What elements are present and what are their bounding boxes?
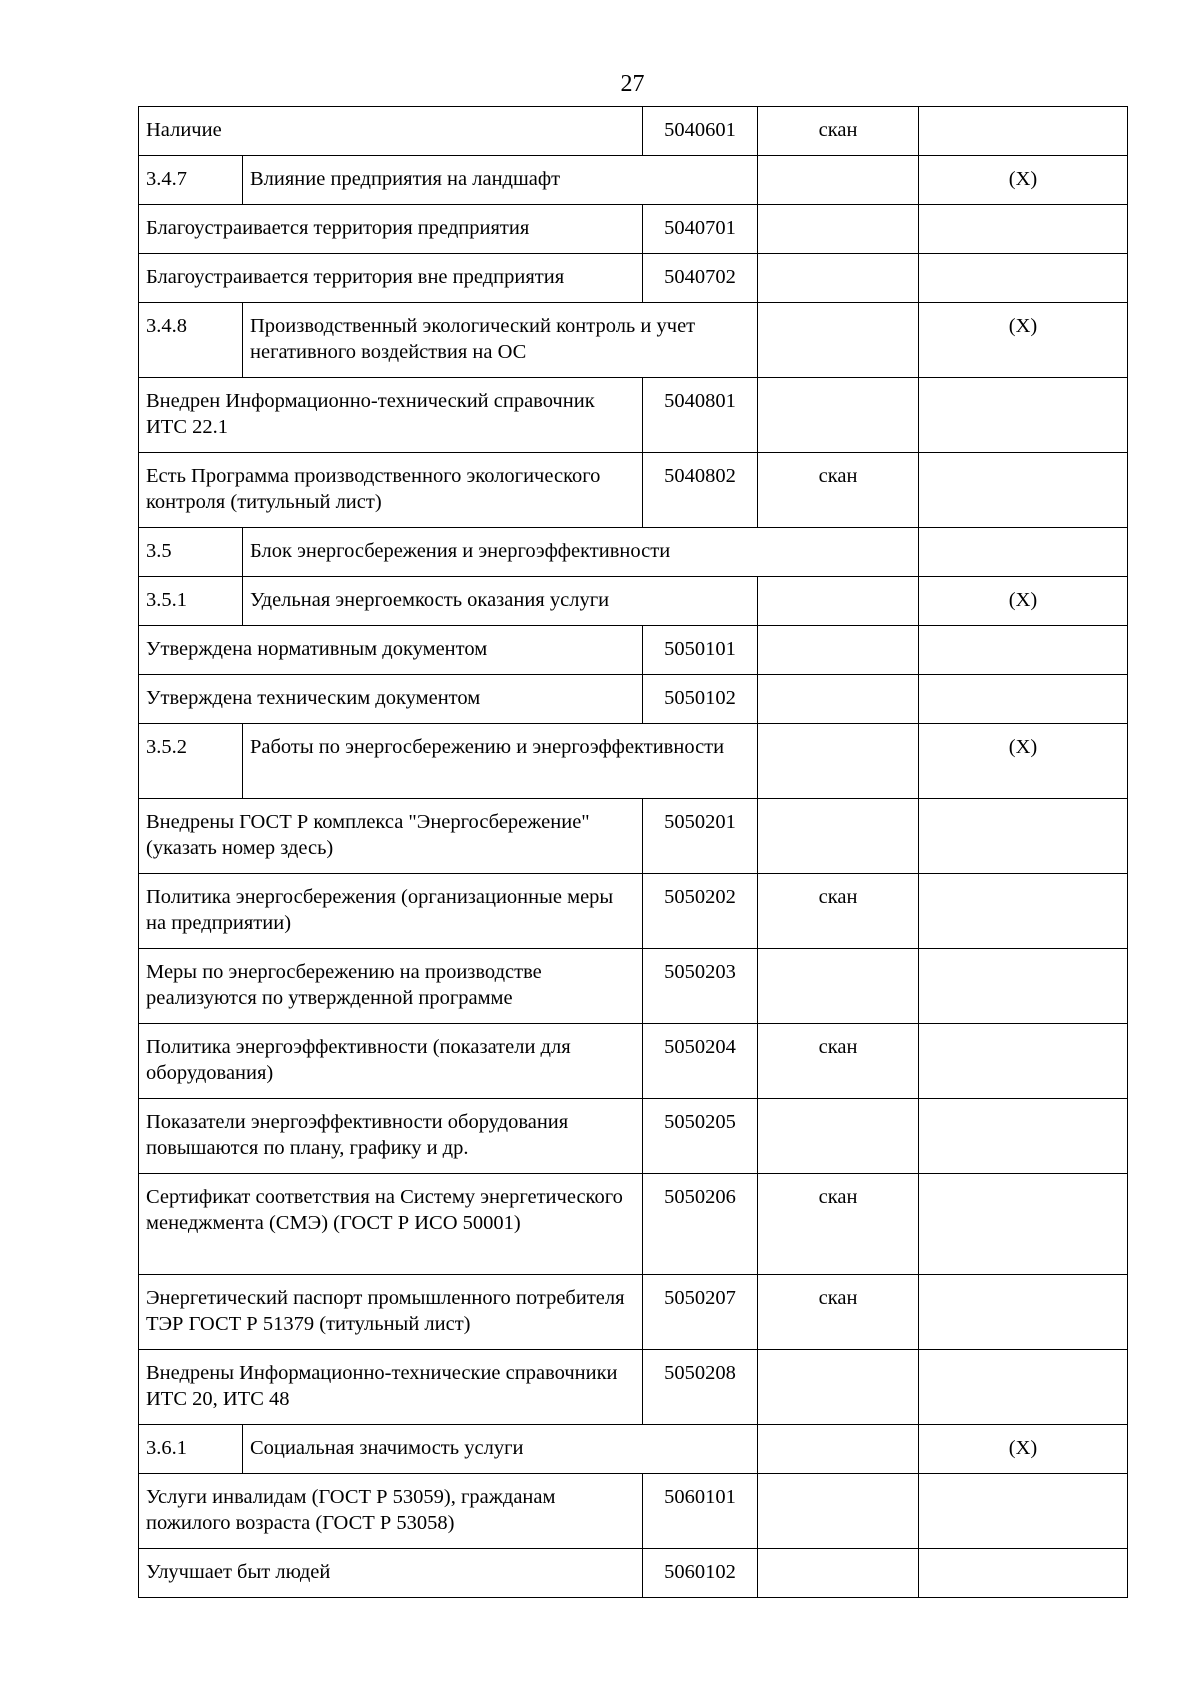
item-label: Энергетический паспорт промышленного потребителя ТЭР ГОСТ Р 51379 (титульный лист) [139,1275,643,1350]
item-code: 5060101 [643,1474,758,1549]
scan-cell[interactable] [758,626,919,675]
mark-cell[interactable] [919,378,1128,453]
table-row [139,1099,1128,1174]
table-row [139,1275,1128,1350]
scan-cell[interactable]: скан [758,874,919,949]
mark-cell[interactable] [919,453,1128,528]
scan-cell[interactable]: скан [758,453,919,528]
table-row [139,1549,1128,1598]
item-code: 5040702 [643,254,758,303]
mark-cell[interactable] [919,205,1128,254]
block-row [139,528,1128,577]
table-row [139,107,1128,156]
table-row [139,1024,1128,1099]
table-row [139,626,1128,675]
mark-cell[interactable] [919,1350,1128,1425]
scan-cell[interactable]: скан [758,1024,919,1099]
mark-cell[interactable] [919,254,1128,303]
mark-cell[interactable] [919,1174,1128,1275]
page-number: 27 [620,71,645,97]
item-code: 5040701 [643,205,758,254]
table-row [139,378,1128,453]
item-code: 5050202 [643,874,758,949]
mark-cell[interactable] [919,1099,1128,1174]
scan-cell[interactable]: скан [758,107,919,156]
mark-cell[interactable] [919,1474,1128,1549]
item-code: 5050203 [643,949,758,1024]
scan-cell [758,303,919,378]
item-label: Есть Программа производственного экологического контроля (титульный лист) [139,453,643,528]
scan-cell[interactable] [758,205,919,254]
scan-cell[interactable] [758,949,919,1024]
scan-cell[interactable] [758,378,919,453]
mark-cell[interactable] [919,1024,1128,1099]
item-code: 5050207 [643,1275,758,1350]
item-label: Внедрены ГОСТ Р комплекса "Энергосбережение" (указать номер здесь) [139,799,643,874]
section-row [139,156,1128,205]
item-label: Наличие [139,107,643,156]
section-title: Производственный экологический контроль и учет негативного воздействия на ОС [243,303,758,378]
scan-cell [758,724,919,799]
section-number: 3.4.8 [139,303,243,378]
questionnaire-table [138,106,1128,1598]
item-label: Утверждена нормативным документом [139,626,643,675]
item-label: Политика энергосбережения (организационные меры на предприятии) [139,874,643,949]
item-code: 5050101 [643,626,758,675]
item-label: Улучшает быт людей [139,1549,643,1598]
item-code: 5050205 [643,1099,758,1174]
item-label: Сертификат соответствия на Систему энергетического менеджмента (СМЭ) (ГОСТ Р ИСО 50001) [139,1174,643,1275]
scan-cell [758,1425,919,1474]
mark-cell[interactable]: (X) [919,724,1128,799]
table-row [139,1474,1128,1549]
mark-cell[interactable] [919,874,1128,949]
item-code: 5050102 [643,675,758,724]
item-label: Внедрен Информационно-технический справочник ИТС 22.1 [139,378,643,453]
item-label: Благоустраивается территория предприятия [139,205,643,254]
mark-cell[interactable]: (X) [919,303,1128,378]
scan-cell[interactable] [758,1350,919,1425]
section-number: 3.6.1 [139,1425,243,1474]
block-number: 3.5 [139,528,243,577]
section-number: 3.5.1 [139,577,243,626]
mark-cell[interactable] [919,949,1128,1024]
item-label: Показатели энергоэффективности оборудования повышаются по плану, графику и др. [139,1099,643,1174]
mark-cell [919,528,1128,577]
mark-cell[interactable]: (X) [919,156,1128,205]
section-number: 3.4.7 [139,156,243,205]
section-row [139,724,1128,799]
scan-cell[interactable]: скан [758,1275,919,1350]
block-title: Блок энергосбережения и энергоэффективности [243,528,919,577]
table-row [139,453,1128,528]
section-title: Социальная значимость услуги [243,1425,758,1474]
item-code: 5040802 [643,453,758,528]
item-code: 5050204 [643,1024,758,1099]
mark-cell[interactable] [919,1549,1128,1598]
mark-cell[interactable] [919,1275,1128,1350]
section-row [139,577,1128,626]
section-row [139,303,1128,378]
table-row [139,949,1128,1024]
item-label: Благоустраивается территория вне предприятия [139,254,643,303]
scan-cell[interactable] [758,799,919,874]
item-label: Внедрены Информационно-технические справочники ИТС 20, ИТС 48 [139,1350,643,1425]
section-row [139,1425,1128,1474]
table-row [139,675,1128,724]
item-label: Меры по энергосбережению на производстве реализуются по утвержденной программе [139,949,643,1024]
item-label: Услуги инвалидам (ГОСТ Р 53059), гражданам пожилого возраста (ГОСТ Р 53058) [139,1474,643,1549]
mark-cell[interactable] [919,799,1128,874]
item-label: Утверждена техническим документом [139,675,643,724]
section-title: Влияние предприятия на ландшафт [243,156,758,205]
scan-cell[interactable] [758,1474,919,1549]
scan-cell [758,156,919,205]
table-row [139,205,1128,254]
item-code: 5050208 [643,1350,758,1425]
table-row [139,799,1128,874]
mark-cell[interactable] [919,626,1128,675]
item-code: 5040801 [643,378,758,453]
table-row [139,874,1128,949]
item-code: 5060102 [643,1549,758,1598]
scan-cell [758,577,919,626]
scan-cell[interactable]: скан [758,1174,919,1275]
item-code: 5050206 [643,1174,758,1275]
item-code: 5040601 [643,107,758,156]
section-title: Работы по энергосбережению и энергоэффективности [243,724,758,799]
table-row [139,1350,1128,1425]
section-title: Удельная энергоемкость оказания услуги [243,577,758,626]
item-code: 5050201 [643,799,758,874]
scan-cell[interactable] [758,1099,919,1174]
scan-cell[interactable] [758,675,919,724]
mark-cell[interactable] [919,107,1128,156]
mark-cell[interactable]: (X) [919,1425,1128,1474]
mark-cell[interactable]: (X) [919,577,1128,626]
table-row [139,1174,1128,1275]
scan-cell[interactable] [758,254,919,303]
section-number: 3.5.2 [139,724,243,799]
item-label: Политика энергоэффективности (показатели для оборудования) [139,1024,643,1099]
mark-cell[interactable] [919,675,1128,724]
table-row [139,254,1128,303]
scan-cell[interactable] [758,1549,919,1598]
